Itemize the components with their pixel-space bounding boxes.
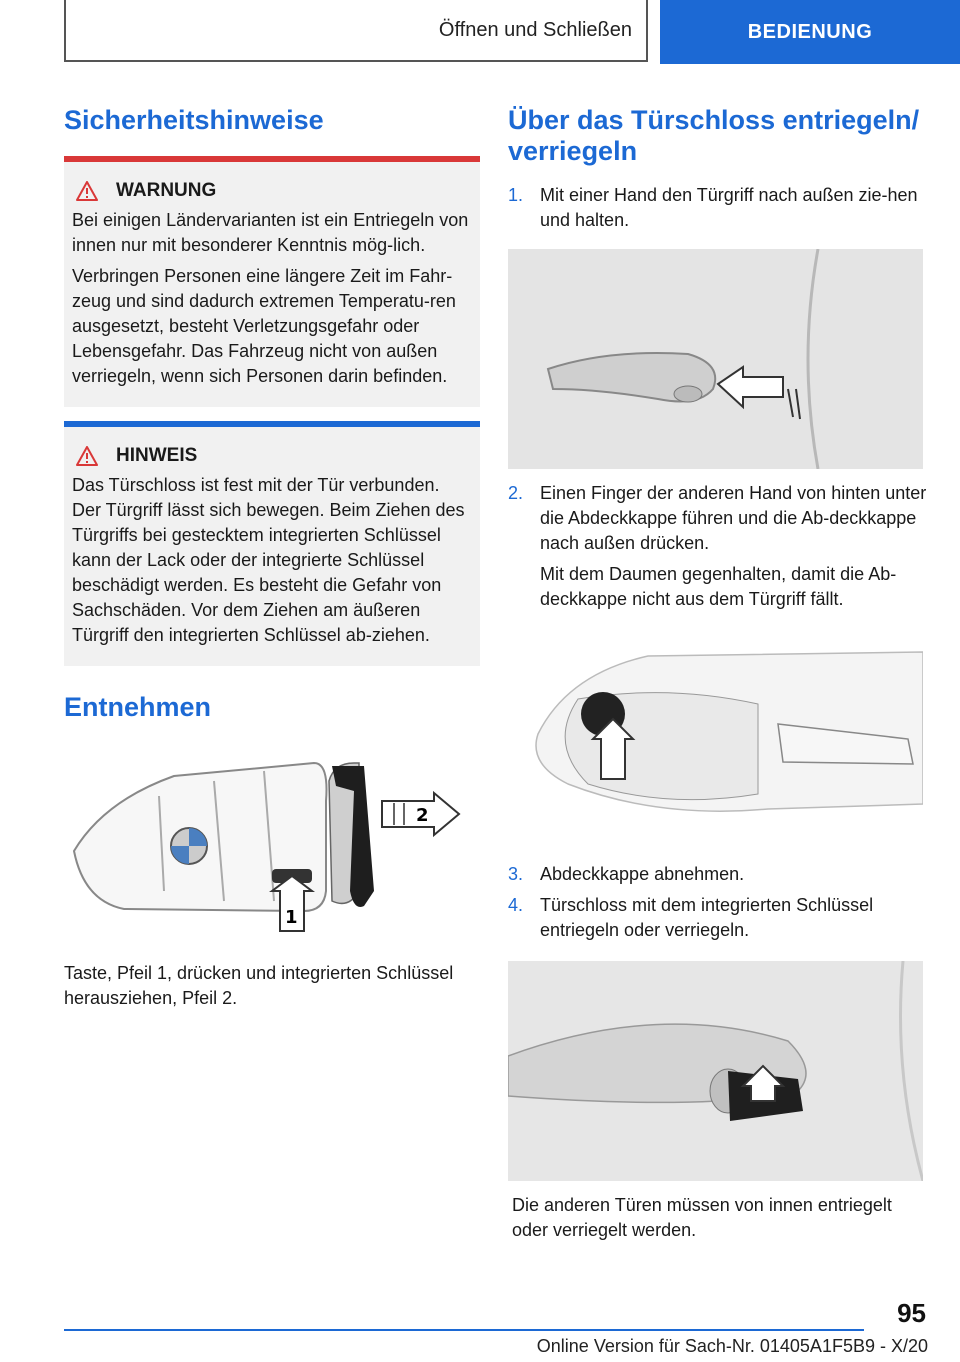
step-text: Einen Finger der anderen Hand von hinten unter die Abdeckkappe führen und die Ab-deckkappe nach außen drücken. [540, 483, 927, 553]
lock-heading: Über das Türschloss entriegeln/ verriegeln [508, 105, 920, 166]
step-number: 2. [508, 483, 524, 503]
step-note-text: Mit dem Daumen gegenhalten, damit die Ab-deckkappe nicht aus dem Türgriff fällt. [540, 564, 897, 609]
step-2 [508, 481, 928, 556]
warning-paragraph-2: Verbringen Personen eine längere Zeit im Fahr-zeug und sind dadurch extremen Temperatu-ren ausgesetzt, besteht Verletzungsgefahr oder Lebensgefahr. Das Fahrzeug nicht von außen verriegeln, wenn sich Personen darin befinden. [72, 266, 456, 386]
notice-triangle-icon [76, 446, 98, 466]
warning-triangle-icon [76, 181, 98, 201]
step-text: Türschloss mit dem integrierten Schlüssel entriegeln oder verriegeln. [540, 895, 874, 940]
right-column [508, 95, 928, 1249]
step-number: 1. [508, 185, 524, 205]
notice-title: HINWEIS [116, 445, 198, 466]
page-number: 95 [897, 1298, 926, 1328]
key-removal-image [64, 741, 480, 941]
header-section-tab [64, 0, 648, 62]
safety-heading: Sicherheitshinweise [64, 105, 324, 135]
step-4 [508, 893, 928, 943]
door-handle-image-2 [508, 644, 923, 834]
warning-title-row [72, 180, 472, 202]
step-number: 4. [508, 895, 524, 915]
step-text: Abdeckkappe abnehmen. [540, 864, 745, 884]
warning-title: WARNUNG [116, 180, 217, 201]
step-text: Mit einer Hand den Türgriff nach außen zie-hen und halten. [540, 185, 918, 230]
warning-paragraph-1: Bei einigen Ländervarianten ist ein Entriegeln von innen nur mit besonderer Kenntnis mög-lich. [72, 210, 469, 255]
warning-box [64, 156, 480, 407]
remove-heading: Entnehmen [64, 692, 212, 722]
footer-version-text: Online Version für Sach-Nr. 01405A1F5B9 - X/20 [536, 1336, 928, 1356]
step-1 [508, 183, 928, 233]
door-lock-image [508, 961, 923, 1181]
key-removal-caption: Taste, Pfeil 1, drücken und integrierten Schlüssel herausziehen, Pfeil 2. [64, 963, 454, 1008]
header-chapter-tab [660, 0, 960, 64]
header-chapter-title: BEDIENUNG [747, 20, 873, 43]
notice-paragraph: Das Türschloss ist fest mit der Tür verbunden. Der Türgriff lässt sich bewegen. Beim Ziehen des Türgriffs bei gestecktem integrierten Schlüssel kann der Lack oder der integrierte Schlüssel beschädigt werden. Es besteht die Gefahr von Sachschäden. Vor dem Ziehen am äußeren Türgriff den integrierten Schlüssel ab-ziehen. [72, 475, 465, 645]
door-handle-image-1 [508, 249, 923, 469]
arrow-label-1: 1 [285, 907, 298, 928]
arrow-label-2: 2 [416, 805, 429, 826]
left-column [64, 95, 480, 1017]
step-2-note [508, 562, 928, 612]
closing-note: Die anderen Türen müssen von innen entriegelt oder verriegelt werden. [512, 1195, 892, 1240]
step-number: 3. [508, 864, 524, 884]
footer-rule [64, 1329, 864, 1331]
notice-title-row [72, 445, 472, 467]
header-section-title: Öffnen und Schließen [438, 18, 632, 41]
step-3 [508, 862, 928, 887]
notice-box [64, 421, 480, 666]
